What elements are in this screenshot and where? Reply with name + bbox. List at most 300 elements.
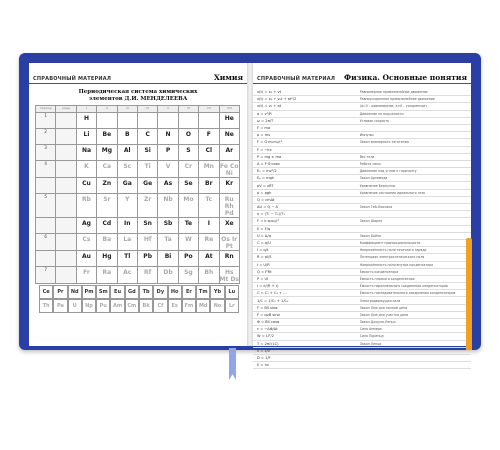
actinide-row bbox=[39, 299, 239, 313]
element-cell bbox=[76, 145, 96, 161]
element-symbol: V bbox=[165, 163, 171, 170]
element-symbol: Ge bbox=[143, 180, 153, 187]
element-cell bbox=[199, 267, 219, 284]
formula-expression: I = q/t bbox=[257, 248, 269, 253]
element-cell: Np bbox=[82, 299, 96, 313]
element-cell: Pm bbox=[82, 285, 96, 299]
element-symbol: Ar bbox=[225, 147, 234, 154]
element-symbol: Fe Co Ni bbox=[219, 163, 239, 177]
row-number-cell bbox=[56, 234, 76, 251]
element-symbol: As bbox=[163, 180, 173, 187]
element-symbol: Te bbox=[184, 220, 193, 227]
formula-row bbox=[253, 132, 471, 139]
formula-expression: p = ρgh bbox=[257, 190, 272, 195]
period-number bbox=[36, 251, 56, 267]
element-cell: Dy bbox=[153, 285, 167, 299]
element-symbol: Ti bbox=[144, 163, 151, 170]
element-cell: Gd bbox=[125, 285, 139, 299]
periodic-row bbox=[36, 161, 240, 178]
formula-expression: p = mv bbox=[257, 133, 271, 138]
element-symbol: K bbox=[84, 163, 89, 170]
element-symbol: Y bbox=[125, 196, 130, 203]
element-cell bbox=[178, 267, 198, 284]
element-cell: Eu bbox=[110, 285, 124, 299]
element-symbol: Ac bbox=[123, 269, 132, 276]
formula-row bbox=[253, 355, 471, 362]
formula-description: Равноускоренное прямолинейное движение bbox=[359, 97, 435, 102]
element-symbol: Cs bbox=[82, 236, 91, 243]
element-cell: Tm bbox=[196, 285, 210, 299]
formula-expression: W = LI²/2 bbox=[257, 334, 274, 339]
formula-expression: F = qvB sinα bbox=[257, 312, 280, 317]
formula-description: Закон всемирного тяготения bbox=[359, 140, 409, 145]
formula-expression: pV = νRT bbox=[257, 183, 274, 188]
header-cell: период bbox=[36, 106, 56, 113]
element-cell bbox=[117, 145, 137, 161]
row-number-cell bbox=[56, 178, 76, 194]
element-cell bbox=[199, 234, 219, 251]
element-cell bbox=[219, 194, 239, 218]
left-header-label: СПРАВОЧНЫЙ МАТЕРИАЛ bbox=[33, 76, 112, 82]
element-symbol: P bbox=[165, 147, 171, 154]
element-symbol: Re bbox=[204, 236, 214, 243]
element-symbol: Mo bbox=[183, 196, 194, 203]
element-symbol: Mn bbox=[203, 163, 214, 170]
formula-row bbox=[253, 283, 471, 290]
formula-expression: I = ε/(R + r) bbox=[257, 284, 279, 289]
formula-row bbox=[253, 111, 471, 118]
element-symbol: Ca bbox=[102, 163, 112, 170]
element-cell bbox=[76, 267, 96, 284]
formula-expression: 1/C = 1/C₁ + 1/C₂ bbox=[257, 298, 289, 303]
element-symbol: Bh bbox=[204, 269, 214, 276]
element-symbol: Na bbox=[81, 147, 92, 154]
element-symbol: Rn bbox=[224, 253, 234, 260]
periodic-title-line1: Периодическая система химических bbox=[78, 89, 198, 95]
element-cell bbox=[219, 161, 239, 178]
element-symbol: N bbox=[165, 131, 171, 138]
element-cell bbox=[137, 194, 157, 218]
formula-expression: Φ = BS cosα bbox=[257, 320, 280, 325]
element-cell bbox=[158, 161, 178, 178]
element-symbol: Cl bbox=[205, 147, 213, 154]
formula-description: Закон Ома для участка цепи bbox=[359, 312, 409, 317]
formula-row bbox=[253, 190, 471, 197]
element-cell bbox=[178, 113, 198, 129]
left-header-subject: Химия bbox=[213, 73, 243, 82]
element-symbol: Sn bbox=[143, 220, 152, 227]
periodic-row bbox=[36, 251, 240, 267]
formula-description: Ёмкость параллельного соединения конденсаторов bbox=[359, 284, 448, 289]
element-cell: Lr bbox=[225, 299, 239, 313]
element-symbol: Tc bbox=[205, 196, 213, 203]
element-cell bbox=[158, 178, 178, 194]
element-cell bbox=[137, 234, 157, 251]
formula-row bbox=[253, 139, 471, 146]
formula-expression: ε = −ΔΦ/Δt bbox=[257, 327, 278, 332]
element-cell bbox=[137, 145, 157, 161]
formula-row bbox=[253, 89, 471, 96]
formula-expression: P = UI bbox=[257, 276, 269, 281]
row-number-cell bbox=[56, 251, 76, 267]
element-cell bbox=[219, 267, 239, 284]
element-cell: Md bbox=[196, 299, 210, 313]
element-symbol: Db bbox=[163, 269, 173, 276]
element-cell bbox=[117, 234, 137, 251]
formula-row bbox=[253, 362, 471, 369]
element-cell bbox=[117, 129, 137, 145]
period-number bbox=[36, 178, 56, 194]
periodic-row bbox=[36, 178, 240, 194]
element-symbol: Hg bbox=[102, 253, 112, 260]
row-number-cell bbox=[56, 267, 76, 284]
formula-description: Закон Ленца bbox=[359, 341, 382, 346]
element-cell bbox=[199, 251, 219, 267]
formula-row bbox=[253, 254, 471, 261]
element-symbol: Sr bbox=[103, 196, 111, 203]
element-cell bbox=[97, 234, 117, 251]
element-cell bbox=[219, 113, 239, 129]
element-symbol: F bbox=[206, 131, 211, 138]
formula-description: Электродвижущая сила bbox=[359, 298, 401, 303]
right-page-header bbox=[253, 70, 471, 84]
element-cell: Nd bbox=[68, 285, 82, 299]
formula-expression: C = q/U bbox=[257, 241, 271, 246]
element-cell bbox=[158, 129, 178, 145]
element-cell bbox=[117, 218, 137, 234]
formula-expression: A = F·S·cosα bbox=[257, 161, 280, 166]
element-cell bbox=[76, 234, 96, 251]
periodic-row bbox=[36, 129, 240, 145]
element-symbol: Rf bbox=[144, 269, 152, 276]
element-cell: Er bbox=[182, 285, 196, 299]
row-number-cell bbox=[56, 218, 76, 234]
right-page bbox=[253, 63, 471, 368]
row-number-cell bbox=[56, 145, 76, 161]
element-cell bbox=[117, 161, 137, 178]
element-cell bbox=[178, 234, 198, 251]
element-symbol: Rb bbox=[82, 196, 91, 203]
formula-row bbox=[253, 326, 471, 333]
element-cell: Fm bbox=[182, 299, 196, 313]
formula-row bbox=[253, 269, 471, 276]
formula-description: Закон Джоуля-Ленца bbox=[359, 320, 396, 325]
formula-description: Потенциал электростатического поля bbox=[359, 255, 425, 260]
element-cell bbox=[117, 194, 137, 218]
element-cell bbox=[158, 234, 178, 251]
formula-expression: n = c/v bbox=[257, 348, 270, 353]
formula-row bbox=[253, 319, 471, 326]
formula-row bbox=[253, 147, 471, 154]
formula-description: (а=0 – равномерное, а>0 – ускоренное) bbox=[359, 104, 427, 109]
element-cell bbox=[178, 218, 198, 234]
element-symbol: Ga bbox=[122, 180, 132, 187]
periodic-row bbox=[36, 145, 240, 161]
formula-row bbox=[253, 103, 471, 110]
element-cell: Cf bbox=[153, 299, 167, 313]
periodic-table-title bbox=[29, 89, 247, 103]
element-cell bbox=[117, 113, 137, 129]
period-number: 5 bbox=[36, 194, 56, 218]
element-cell: Es bbox=[168, 299, 182, 313]
element-symbol: Ag bbox=[82, 220, 91, 227]
element-cell bbox=[199, 218, 219, 234]
element-cell: U bbox=[68, 299, 82, 313]
element-symbol: O bbox=[185, 131, 191, 138]
formula-description: Импульс bbox=[359, 133, 375, 138]
element-symbol: Bi bbox=[164, 253, 172, 260]
element-cell bbox=[158, 194, 178, 218]
element-cell bbox=[158, 113, 178, 129]
element-symbol: Ta bbox=[164, 236, 172, 243]
element-cell bbox=[219, 178, 239, 194]
row-number-cell bbox=[56, 129, 76, 145]
header-cell: VII bbox=[199, 106, 219, 113]
header-cell: IV bbox=[137, 106, 157, 113]
formula-description: Ёмкость последовательного соединения конденсаторов bbox=[359, 291, 456, 296]
formula-description: Работа силы bbox=[359, 161, 381, 166]
formula-expression: D = 1/F bbox=[257, 356, 271, 361]
formula-description: Закон Гей-Люссака bbox=[359, 205, 393, 210]
element-symbol: Li bbox=[83, 131, 90, 138]
row-number-cell bbox=[56, 161, 76, 178]
element-cell bbox=[158, 145, 178, 161]
formula-description: Ёмкость конденсатора bbox=[359, 269, 399, 274]
lanthanide-row bbox=[39, 285, 239, 299]
periodic-row bbox=[36, 194, 240, 218]
formula-description: Угловая скорость bbox=[359, 118, 390, 123]
header-cell: VIII bbox=[219, 106, 239, 113]
formula-row bbox=[253, 118, 471, 125]
formula-description: Вес тела bbox=[359, 154, 375, 159]
element-symbol: C bbox=[145, 131, 150, 138]
formula-expression: Eₚ = mgh bbox=[257, 176, 275, 181]
element-symbol: Ru Rh Pd bbox=[224, 196, 234, 217]
element-symbol: Fr bbox=[83, 269, 90, 276]
element-cell: No bbox=[210, 299, 224, 313]
element-symbol: Cr bbox=[184, 163, 193, 170]
element-cell: Th bbox=[39, 299, 53, 313]
element-cell: Am bbox=[110, 299, 124, 313]
formula-description: Уравнение состояния идеального газа bbox=[359, 190, 426, 195]
row-number-cell bbox=[56, 194, 76, 218]
lanthanide-actinide-block bbox=[39, 285, 239, 313]
element-symbol: Tl bbox=[124, 253, 131, 260]
bookmark-ribbon bbox=[229, 348, 236, 380]
element-cell bbox=[97, 251, 117, 267]
element-symbol: I bbox=[207, 220, 210, 227]
formula-row bbox=[253, 276, 471, 283]
formula-expression: F = BIl sinα bbox=[257, 305, 278, 310]
formula-expression: P = mg ± ma bbox=[257, 154, 282, 159]
formula-description: Напряжённость поля внутри конденсатора bbox=[359, 262, 434, 267]
header-cell: V bbox=[158, 106, 178, 113]
element-symbol: At bbox=[205, 253, 213, 260]
formula-row bbox=[253, 312, 471, 319]
period-number: 2 bbox=[36, 129, 56, 145]
right-header-label: СПРАВОЧНЫЙ МАТЕРИАЛ bbox=[257, 76, 336, 82]
element-symbol: Hs Mt Ds bbox=[219, 269, 239, 283]
period-number: 7 bbox=[36, 267, 56, 284]
element-cell: Yb bbox=[210, 285, 224, 299]
element-cell: Tb bbox=[139, 285, 153, 299]
element-cell bbox=[219, 129, 239, 145]
formula-expression: x(t) = x₀ + vt bbox=[257, 90, 282, 95]
left-page-header bbox=[29, 70, 247, 84]
element-cell bbox=[219, 218, 239, 234]
period-number: 1 bbox=[36, 113, 56, 129]
element-cell bbox=[97, 267, 117, 284]
element-symbol: Be bbox=[102, 131, 112, 138]
header-cell: II bbox=[97, 106, 117, 113]
formula-expression: Q = cmΔt bbox=[257, 197, 275, 202]
element-cell bbox=[117, 178, 137, 194]
periodic-title-line2: элементов Д.И. МЕНДЕЛЕЕВА bbox=[88, 96, 188, 102]
element-cell bbox=[137, 251, 157, 267]
formula-expression: E = F/q bbox=[257, 226, 271, 231]
periodic-table bbox=[35, 105, 240, 284]
period-number bbox=[36, 218, 56, 234]
formula-expression: F = k·q₁q₂/r² bbox=[257, 219, 280, 224]
element-cell bbox=[76, 251, 96, 267]
element-symbol: Au bbox=[82, 253, 91, 260]
formula-description: Закон Ома для полной цепи bbox=[359, 305, 408, 310]
formula-description: Сила Лоренца bbox=[359, 334, 384, 339]
element-cell bbox=[199, 161, 219, 178]
element-cell bbox=[97, 145, 117, 161]
element-cell bbox=[178, 194, 198, 218]
formula-row bbox=[253, 341, 471, 348]
element-symbol: Se bbox=[184, 180, 193, 187]
element-symbol: Ba bbox=[102, 236, 112, 243]
formula-row bbox=[253, 333, 471, 340]
formula-expression: C = C₁ + C₂ + … bbox=[257, 291, 287, 296]
formula-row bbox=[253, 290, 471, 297]
element-cell: Pa bbox=[53, 299, 67, 313]
periodic-row bbox=[36, 234, 240, 251]
formula-expression: F = −kx bbox=[257, 147, 272, 152]
formula-row bbox=[253, 204, 471, 211]
left-page bbox=[29, 63, 247, 346]
element-cell bbox=[76, 129, 96, 145]
element-symbol: Si bbox=[144, 147, 151, 154]
formula-expression: F = G·m₁m₂/r² bbox=[257, 140, 283, 145]
notebook bbox=[19, 53, 481, 368]
element-symbol: In bbox=[124, 220, 131, 227]
formula-row bbox=[253, 154, 471, 161]
element-cell: Pu bbox=[96, 299, 110, 313]
formula-description: Уравнение Бернулли bbox=[359, 183, 395, 188]
formula-expression: T = 2π√(LC) bbox=[257, 341, 279, 346]
element-cell: Lu bbox=[225, 285, 239, 299]
formula-row bbox=[253, 96, 471, 103]
formula-description: Закон Бойля bbox=[359, 233, 381, 238]
header-cell: VI bbox=[178, 106, 198, 113]
formula-row bbox=[253, 348, 471, 355]
formula-row bbox=[253, 125, 471, 132]
formula-row bbox=[253, 240, 471, 247]
element-symbol: Cd bbox=[102, 220, 112, 227]
header-cell: I bbox=[76, 106, 96, 113]
formula-expression: η = (T₁ − T₂)/T₁ bbox=[257, 212, 285, 217]
element-cell bbox=[137, 129, 157, 145]
element-cell bbox=[97, 129, 117, 145]
element-cell: Sm bbox=[96, 285, 110, 299]
formula-expression: v(t) = v₀ + at bbox=[257, 104, 282, 109]
element-cell bbox=[137, 267, 157, 284]
formula-expression: R = ρl/S bbox=[257, 255, 272, 260]
element-symbol: Al bbox=[123, 147, 131, 154]
formula-row bbox=[253, 218, 471, 225]
element-cell bbox=[97, 161, 117, 178]
element-cell bbox=[199, 145, 219, 161]
element-cell bbox=[97, 194, 117, 218]
formula-row bbox=[253, 247, 471, 254]
formula-row bbox=[253, 297, 471, 304]
formula-row bbox=[253, 305, 471, 312]
element-symbol: Ne bbox=[224, 131, 234, 138]
formula-expression: F = ma bbox=[257, 126, 271, 131]
row-number-cell bbox=[56, 113, 76, 129]
header-cell: ряды bbox=[56, 106, 76, 113]
formula-description: Движение под углом к горизонту bbox=[359, 169, 417, 174]
element-cell bbox=[219, 251, 239, 267]
formula-expression: Eₖ = mv²/2 bbox=[257, 169, 277, 174]
formula-description: Равномерное прямолинейное движение bbox=[359, 90, 428, 95]
element-symbol: S bbox=[186, 147, 191, 154]
element-cell bbox=[76, 178, 96, 194]
element-cell bbox=[76, 218, 96, 234]
element-cell: Pr bbox=[53, 285, 67, 299]
formula-row bbox=[253, 161, 471, 168]
element-cell bbox=[97, 178, 117, 194]
element-cell bbox=[137, 113, 157, 129]
element-cell bbox=[199, 113, 219, 129]
formula-expression: x(t) = x₀ + v₀t + at²/2 bbox=[257, 97, 297, 102]
formula-expression: ω = 2π/T bbox=[257, 118, 274, 123]
element-symbol: Pb bbox=[143, 253, 152, 260]
periodic-row bbox=[36, 113, 240, 129]
formula-row bbox=[253, 175, 471, 182]
element-cell bbox=[158, 218, 178, 234]
element-cell: Bk bbox=[139, 299, 153, 313]
element-symbol: He bbox=[224, 115, 234, 122]
element-cell bbox=[137, 178, 157, 194]
formula-row bbox=[253, 197, 471, 204]
element-cell bbox=[97, 113, 117, 129]
element-cell bbox=[178, 145, 198, 161]
element-cell bbox=[76, 113, 96, 129]
elastic-band bbox=[466, 238, 472, 350]
formula-description: Закон Шарля bbox=[359, 219, 383, 224]
element-cell: Ho bbox=[168, 285, 182, 299]
element-symbol: Kr bbox=[225, 180, 234, 187]
element-symbol: Mg bbox=[101, 147, 112, 154]
periodic-header-row bbox=[36, 106, 240, 113]
period-number: 4 bbox=[36, 161, 56, 178]
element-cell bbox=[158, 267, 178, 284]
element-cell bbox=[178, 251, 198, 267]
formula-description: Ёмкость плоского конденсатора bbox=[359, 276, 415, 281]
element-symbol: Xe bbox=[224, 220, 234, 227]
formula-expression: ΔU = Q − A bbox=[257, 205, 278, 210]
element-cell bbox=[199, 194, 219, 218]
formula-description: Сила Ампера bbox=[359, 327, 382, 332]
formula-description: Коэффициент пропорциональности bbox=[359, 241, 421, 246]
element-cell bbox=[219, 234, 239, 251]
element-cell: Cm bbox=[125, 299, 139, 313]
element-symbol: Cu bbox=[82, 180, 91, 187]
